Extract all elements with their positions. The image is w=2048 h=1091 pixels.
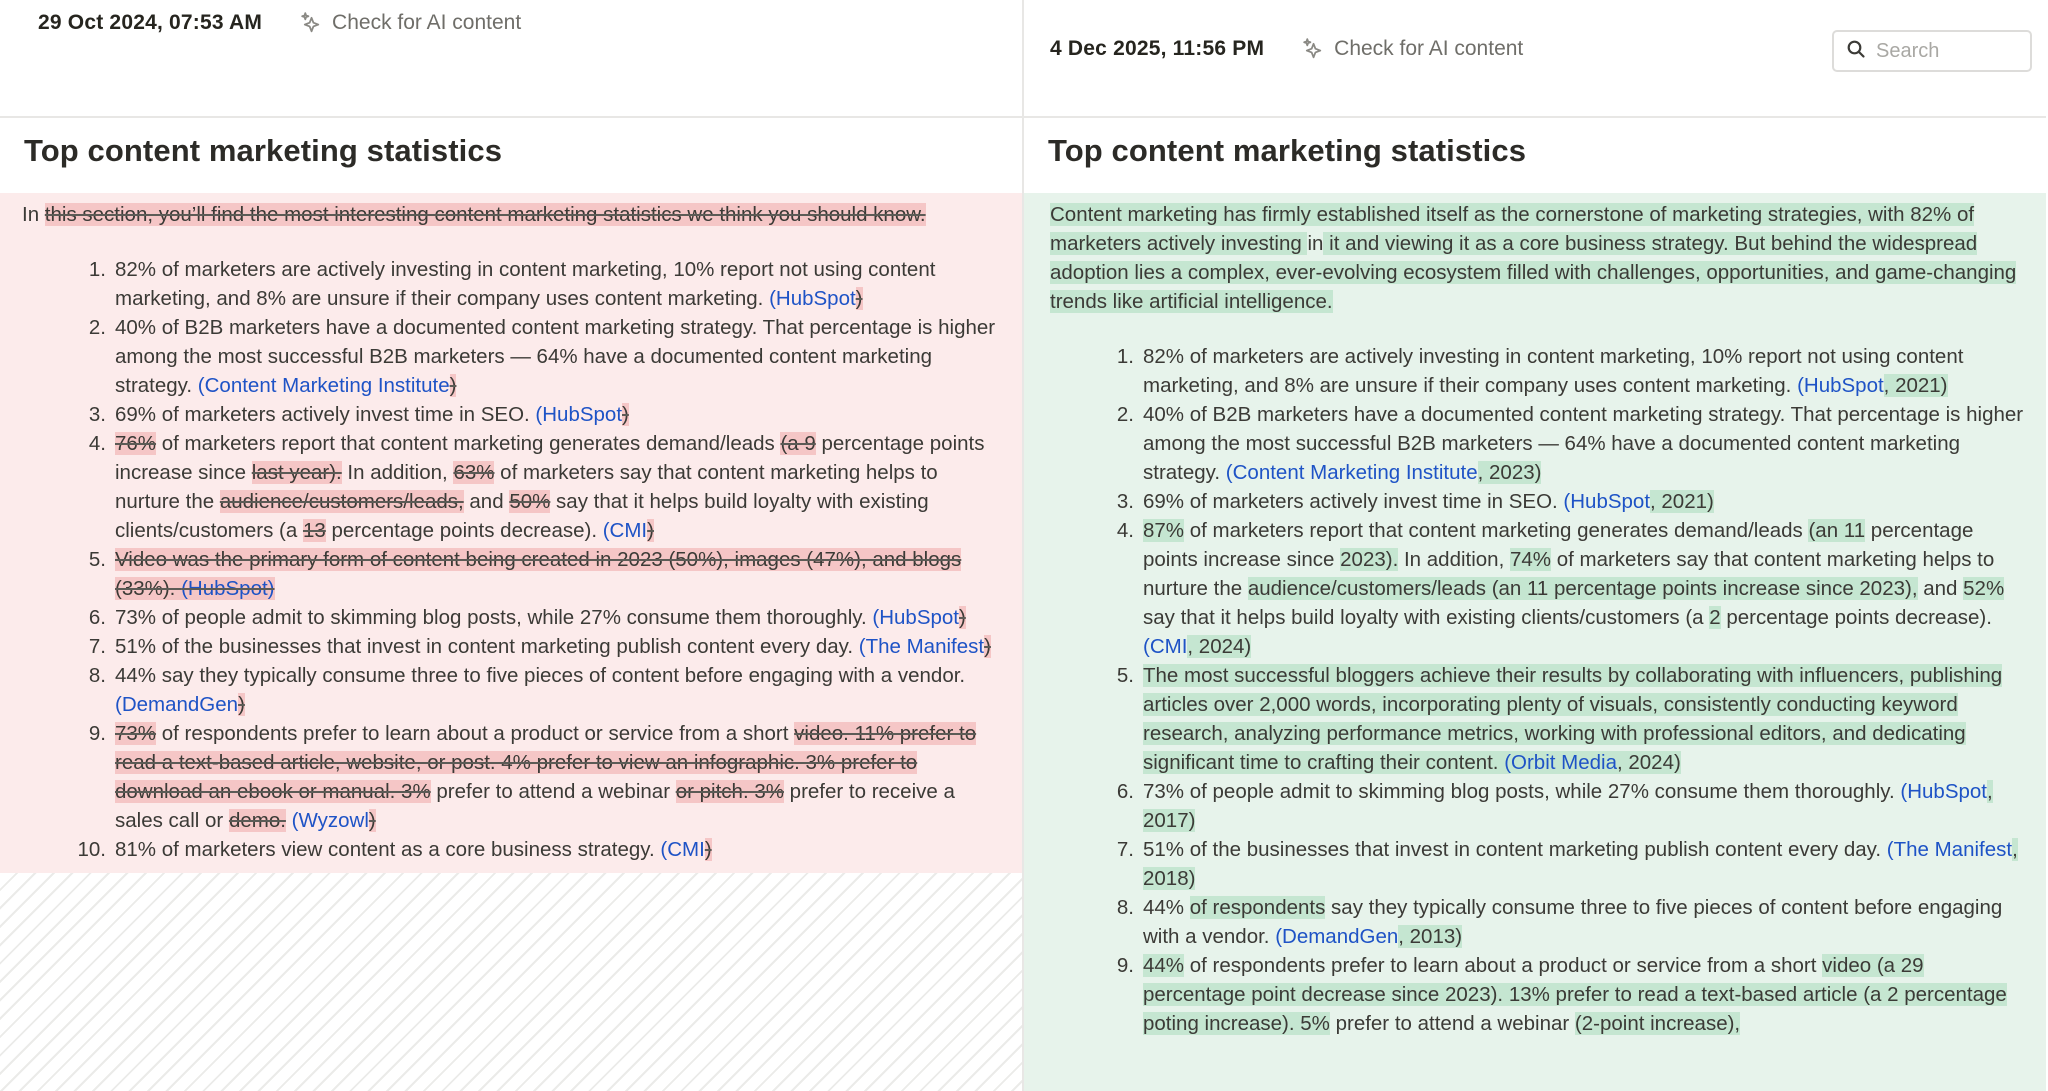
added-segment: Content marketing has firmly established itself as the cornerstone of marketing strategies, with 82% of marketers actively investing [1050, 203, 1975, 255]
stat-list-item [115, 400, 1006, 429]
deleted-segment: audience/customers/leads, [219, 490, 464, 513]
deleted-segment: ) [647, 519, 654, 542]
text-segment: 40% of B2B marketers have a documented content marketing strategy. That percentage is higher among the most successful B2B marketers — 64% have a documented content marketing strategy. [115, 316, 996, 397]
check-ai-content-button[interactable] [1300, 36, 1523, 61]
check-ai-content-label: Check for AI content [332, 10, 522, 34]
text-segment: prefer to receive a sales call or [115, 780, 955, 832]
text-segment: 73% of people admit to skimming blog posts, while 27% consume them thoroughly. [1143, 780, 1901, 803]
text-segment: In [22, 203, 45, 226]
stat-list-item [1143, 516, 2030, 661]
text-segment: of marketers report that content marketing generates demand/leads [156, 432, 781, 455]
stat-list-item [1143, 487, 2030, 516]
text-segment: say they typically consume three to five pieces of content before engaging with a vendor. [1143, 896, 2003, 948]
deleted-segment: (a 9 [780, 432, 816, 455]
ai-sparkle-icon [1300, 36, 1325, 61]
text-segment: 81% of marketers view content as a core business strategy. [115, 838, 661, 861]
deleted-segment: Video was the primary form of content being created in 2023 (50%), images (47%), and blogs (33%). [115, 548, 962, 600]
text-segment: percentage points decrease). [325, 519, 603, 542]
text-segment: of respondents prefer to learn about a product or service from a short [156, 722, 795, 745]
text-segment: of marketers report that content marketing generates demand/leads [1184, 519, 1809, 542]
stat-list-item [1143, 835, 2030, 893]
source-link[interactable]: (HubSpot [872, 606, 959, 629]
new-version-date: 4 Dec 2025, 11:56 PM [1050, 36, 1265, 60]
source-link[interactable]: (HubSpot [1900, 780, 1987, 803]
text-segment: of marketers say that content marketing helps to nurture the [115, 461, 938, 513]
source-link[interactable]: (DemandGen [115, 693, 239, 716]
stat-list-item [115, 835, 1006, 864]
added-segment: 74% [1509, 548, 1552, 571]
added-segment: , 2023) [1477, 461, 1542, 484]
stat-list-item [115, 719, 1006, 835]
added-segment: audience/customers/leads (an 11 percentage points increase since 2023), [1247, 577, 1918, 600]
added-segment: video (a 29 percentage point decrease since 2023). 13% prefer to read a text-based article (a 2 percentage poting increase). 5% [1143, 954, 2007, 1035]
stat-list-item [115, 545, 1006, 603]
stat-list-item [115, 255, 1006, 313]
new-stats-list [1050, 342, 2030, 1038]
old-doc-content [0, 193, 1022, 873]
text-segment: 40% of B2B marketers have a documented content marketing strategy. That percentage is higher among the most successful B2B marketers — 64% have a documented content marketing strategy. [1143, 403, 2024, 484]
stat-list-item [1143, 893, 2030, 951]
added-segment: (an 11 [1808, 519, 1866, 542]
added-segment: , 2017) [1143, 780, 1993, 832]
deleted-segment: last year). [251, 461, 342, 484]
source-link[interactable]: (HubSpot [535, 403, 623, 426]
text-segment: of marketers say that content marketing helps to nurture the [1143, 548, 1995, 600]
check-ai-content-label: Check for AI content [1334, 36, 1524, 60]
deleted-segment: 13 [302, 519, 326, 542]
added-segment: 87% [1143, 519, 1185, 542]
added-segment: 44% [1143, 954, 1185, 977]
text-segment: say that it helps build loyalty with existing clients/customers (a [115, 490, 929, 542]
old-stats-list [22, 255, 1006, 864]
text-segment: 73% of people admit to skimming blog posts, while 27% consume them thoroughly. [115, 606, 873, 629]
old-version-date: 29 Oct 2024, 07:53 AM [38, 10, 263, 34]
new-version-pane [1024, 0, 2046, 1091]
text-segment: percentage points increase since [115, 432, 985, 484]
search-icon [1846, 39, 1866, 64]
search-input[interactable] [1876, 40, 2006, 63]
added-segment: The most successful bloggers achieve their results by collaborating with influencers, publishing articles over 2,000 words, incorporating plenty of visuals, consistently conducting keyword research, analyzing performance metrics, working with professional editors, and dedicating significant time to crafting their content. [1143, 664, 2003, 774]
source-link[interactable]: (The Manifest [1886, 838, 2013, 861]
text-segment: 82% of marketers are actively investing in content marketing, 10% report not using content marketing, and 8% are unsure if their company uses content marketing. [1143, 345, 1964, 397]
text-segment: and [1917, 577, 1964, 600]
stat-list-item [1143, 951, 2030, 1038]
old-intro-paragraph [22, 200, 1006, 229]
source-link[interactable]: (CMI [602, 519, 648, 542]
deleted-segment: ) [704, 838, 712, 861]
stat-list-item [1143, 777, 2030, 835]
text-segment: In addition, [1398, 548, 1510, 571]
deleted-segment: this section, you’ll find the most interesting content marketing statistics we think you should know. [44, 203, 926, 226]
new-doc-title: Top content marketing statistics [1024, 118, 2046, 193]
deleted-segment: ) [622, 403, 629, 426]
text-segment: 44% say they typically consume three to five pieces of content before engaging with a vendor. [115, 664, 966, 687]
deleted-segment: ) [368, 809, 376, 832]
source-link[interactable]: (DemandGen [1275, 925, 1399, 948]
source-link[interactable]: (Wyzowl [291, 809, 369, 832]
stat-list-item [115, 632, 1006, 661]
deleted-segment: ) [984, 635, 991, 658]
source-link[interactable]: (CMI [660, 838, 705, 861]
text-segment: 51% of the businesses that invest in content marketing publish content every day. [115, 635, 859, 658]
stat-list-item [1143, 400, 2030, 487]
added-segment: , 2021) [1650, 490, 1714, 513]
added-segment: 2 [1709, 606, 1721, 629]
deleted-segment: ) [959, 606, 966, 629]
text-segment: 82% of marketers are actively investing in content marketing, 10% report not using content marketing, and 8% are unsure if their company uses content marketing. [115, 258, 936, 310]
added-segment: 52% [1963, 577, 2005, 600]
added-segment: , 2018) [1143, 838, 2018, 890]
stat-list-item [115, 429, 1006, 545]
deleted-segment: 63% [453, 461, 495, 484]
deleted-source-link[interactable]: (HubSpot) [181, 577, 275, 600]
text-segment: 69% of marketers actively invest time in SEO. [115, 403, 536, 426]
source-link[interactable]: (CMI [1143, 635, 1188, 658]
added-segment: 2023). [1340, 548, 1399, 571]
deleted-segment: ) [449, 374, 457, 397]
new-version-header [1024, 0, 2046, 118]
deleted-segment: 50% [509, 490, 551, 513]
deleted-segment: 73% [115, 722, 157, 745]
deleted-region-hatch [0, 873, 1022, 1091]
deleted-segment: demo. [228, 809, 286, 832]
deleted-segment: or pitch. 3% [675, 780, 784, 803]
deleted-segment: ) [238, 693, 245, 716]
text-segment: In addition, [341, 461, 454, 484]
added-segment: it and viewing it as a core business strategy. But behind the widespread adoption lies a complex, ever-evolving ecosystem filled with challenges, opportunities, and game-changing trends like artificial intelligence. [1050, 232, 2017, 313]
text-segment: of respondents prefer to learn about a product or service from a short [1184, 954, 1823, 977]
stat-list-item [1143, 342, 2030, 400]
source-link[interactable]: (HubSpot [1797, 374, 1884, 397]
old-version-header [0, 0, 1022, 118]
new-intro-paragraph [1050, 200, 2030, 316]
stat-list-item [115, 603, 1006, 632]
added-segment: , 2013) [1398, 925, 1463, 948]
text-segment: 51% of the businesses that invest in content marketing publish content every day. [1143, 838, 1887, 861]
text-segment: and [463, 490, 510, 513]
text-segment: 44% [1143, 896, 1190, 919]
added-segment: (2-point increase), [1574, 1012, 1741, 1035]
deleted-segment: ) [855, 287, 863, 310]
added-segment: , 2024) [1616, 751, 1681, 774]
source-link[interactable]: (HubSpot [1563, 490, 1651, 513]
text-segment: prefer to attend a webinar [430, 780, 676, 803]
source-link[interactable]: (Content Marketing Institute [1225, 461, 1478, 484]
source-link[interactable]: (HubSpot [769, 287, 856, 310]
text-segment: percentage points decrease). [1720, 606, 1992, 629]
check-ai-content-button[interactable] [298, 10, 521, 35]
added-source-link[interactable]: (Orbit Media [1504, 751, 1617, 774]
new-doc-content [1024, 193, 2046, 1091]
stat-list-item [115, 313, 1006, 400]
text-segment: 69% of marketers actively invest time in SEO. [1143, 490, 1564, 513]
old-doc-title: Top content marketing statistics [0, 118, 1022, 193]
stat-list-item [1143, 661, 2030, 777]
source-link[interactable]: (Content Marketing Institute [197, 374, 450, 397]
search-box[interactable] [1832, 30, 2032, 72]
added-segment: , 2021) [1883, 374, 1948, 397]
deleted-segment: video. 11% prefer to read a text-based article, website, or post. 4% prefer to view an infographic. 3% prefer to download an ebook or manual. 3% [115, 722, 977, 803]
added-segment: of respondents [1189, 896, 1326, 919]
text-segment: in [1307, 232, 1324, 255]
source-link[interactable]: (The Manifest [858, 635, 985, 658]
stat-list-item [115, 661, 1006, 719]
text-segment: percentage points increase since [1143, 519, 1974, 571]
added-segment: , 2024) [1187, 635, 1252, 658]
text-segment: prefer to attend a webinar [1329, 1012, 1575, 1035]
text-segment: say that it helps build loyalty with existing clients/customers (a [1143, 606, 1710, 629]
deleted-segment: 76% [115, 432, 157, 455]
ai-sparkle-icon [298, 10, 323, 35]
